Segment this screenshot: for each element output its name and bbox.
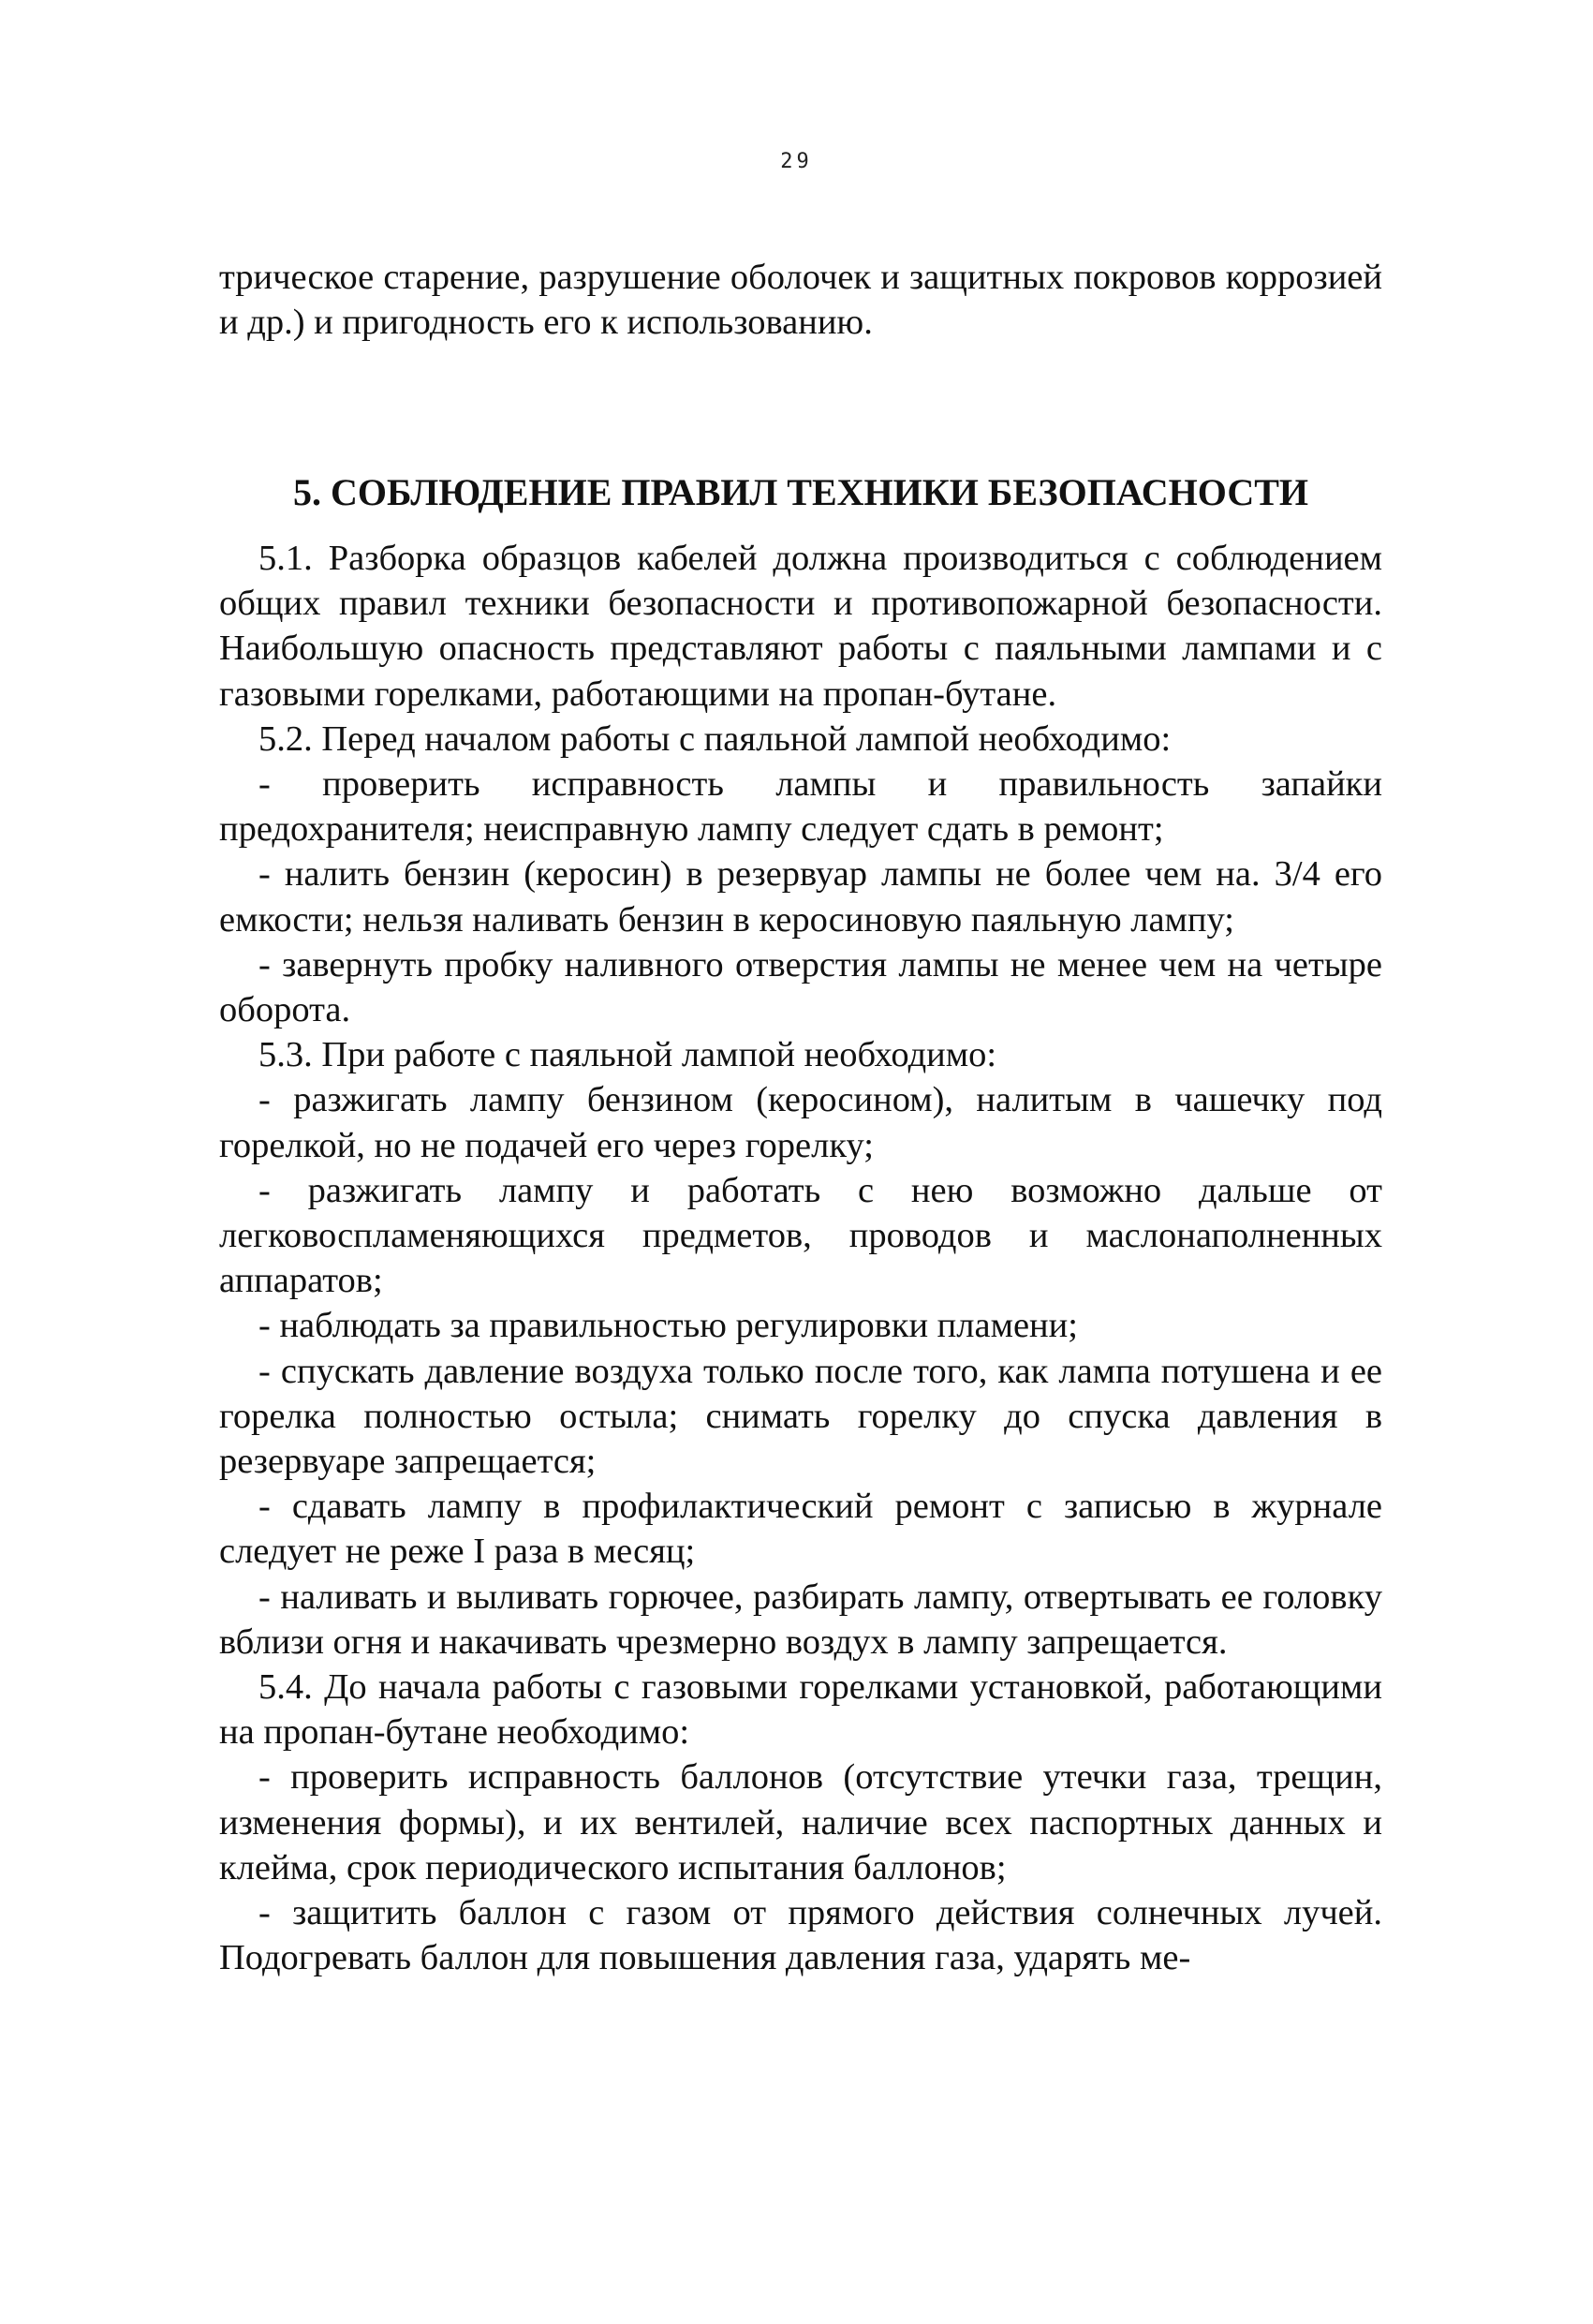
paragraph-5-1: 5.1. Разборка образцов кабелей должна производиться с соблюдением общих правил техники безопасности и противопожарной безопасности. Наибольшую опасность представляют работы с паяльными лампами и с газовыми горелками, работающими на пропан-бутане. [219,539,1382,714]
intro-paragraph: трическое старение, разрушение оболочек и защитных покровов коррозией и др.) и пригодность его к использованию. [219,258,1382,343]
list-item: - наблюдать за правильностью регулировки пламени; [258,1306,1078,1346]
list-item: - спускать давление воздуха только после того, как лампа потушена и ее горелка полностью остыла; снимать горелку до спуска давления в резервуаре запрещается; [219,1351,1382,1482]
list-item: - наливать и выливать горючее, разбирать лампу, отвертывать ее головку вблизи огня и накачивать чрезмерно воздух в лампу запрещается. [219,1576,1382,1662]
list-item: - налить бензин (керосин) в резервуар лампы не более чем на. 3/4 его емкости; нельзя наливать бензин в керосиновую паяльную лампу; [219,854,1382,940]
list-item: - сдавать лампу в профилактический ремонт с записью в журнале следует не реже I раза в месяц; [219,1487,1382,1572]
list-item: - разжигать лампу и работать с нею возможно дальше от легковоспламеняющихся предметов, проводов и маслонаполненных аппаратов; [219,1170,1382,1301]
paragraph-5-2: 5.2. Перед началом работы с паяльной лампой необходимо: [258,718,1172,759]
section-body [219,536,1382,1981]
section-heading: 5. СОБЛЮДЕНИЕ ПРАВИЛ ТЕХНИКИ БЕЗОПАСНОСТИ [292,471,1309,513]
paragraph-5-4: 5.4. До начала работы с газовыми горелками установкой, работающими на пропан-бутане необходимо: [219,1667,1382,1753]
list-item: - разжигать лампу бензином (керосином), налитым в чашечку под горелкой, но не подачей его через горелку; [219,1080,1382,1165]
page-number: 29 [780,150,813,173]
paragraph-5-3: 5.3. При работе с паяльной лампой необходимо: [258,1035,997,1075]
list-item: - завернуть пробку наливного отверстия лампы не менее чем на четыре оборота. [219,944,1382,1030]
list-item: - защитить баллон с газом от прямого действия солнечных лучей. Подогревать баллон для повышения давления газа, ударять ме- [219,1893,1382,1978]
list-item: - проверить исправность баллонов (отсутствие утечки газа, трещин, изменения формы), и их вентилей, наличие всех паспортных данных и клейма, срок периодического испытания баллонов; [219,1757,1382,1887]
intro-text-block [219,255,1382,345]
list-item: - проверить исправность лампы и правильность запайки предохранителя; неисправную лампу следует сдать в ремонт; [219,764,1382,850]
